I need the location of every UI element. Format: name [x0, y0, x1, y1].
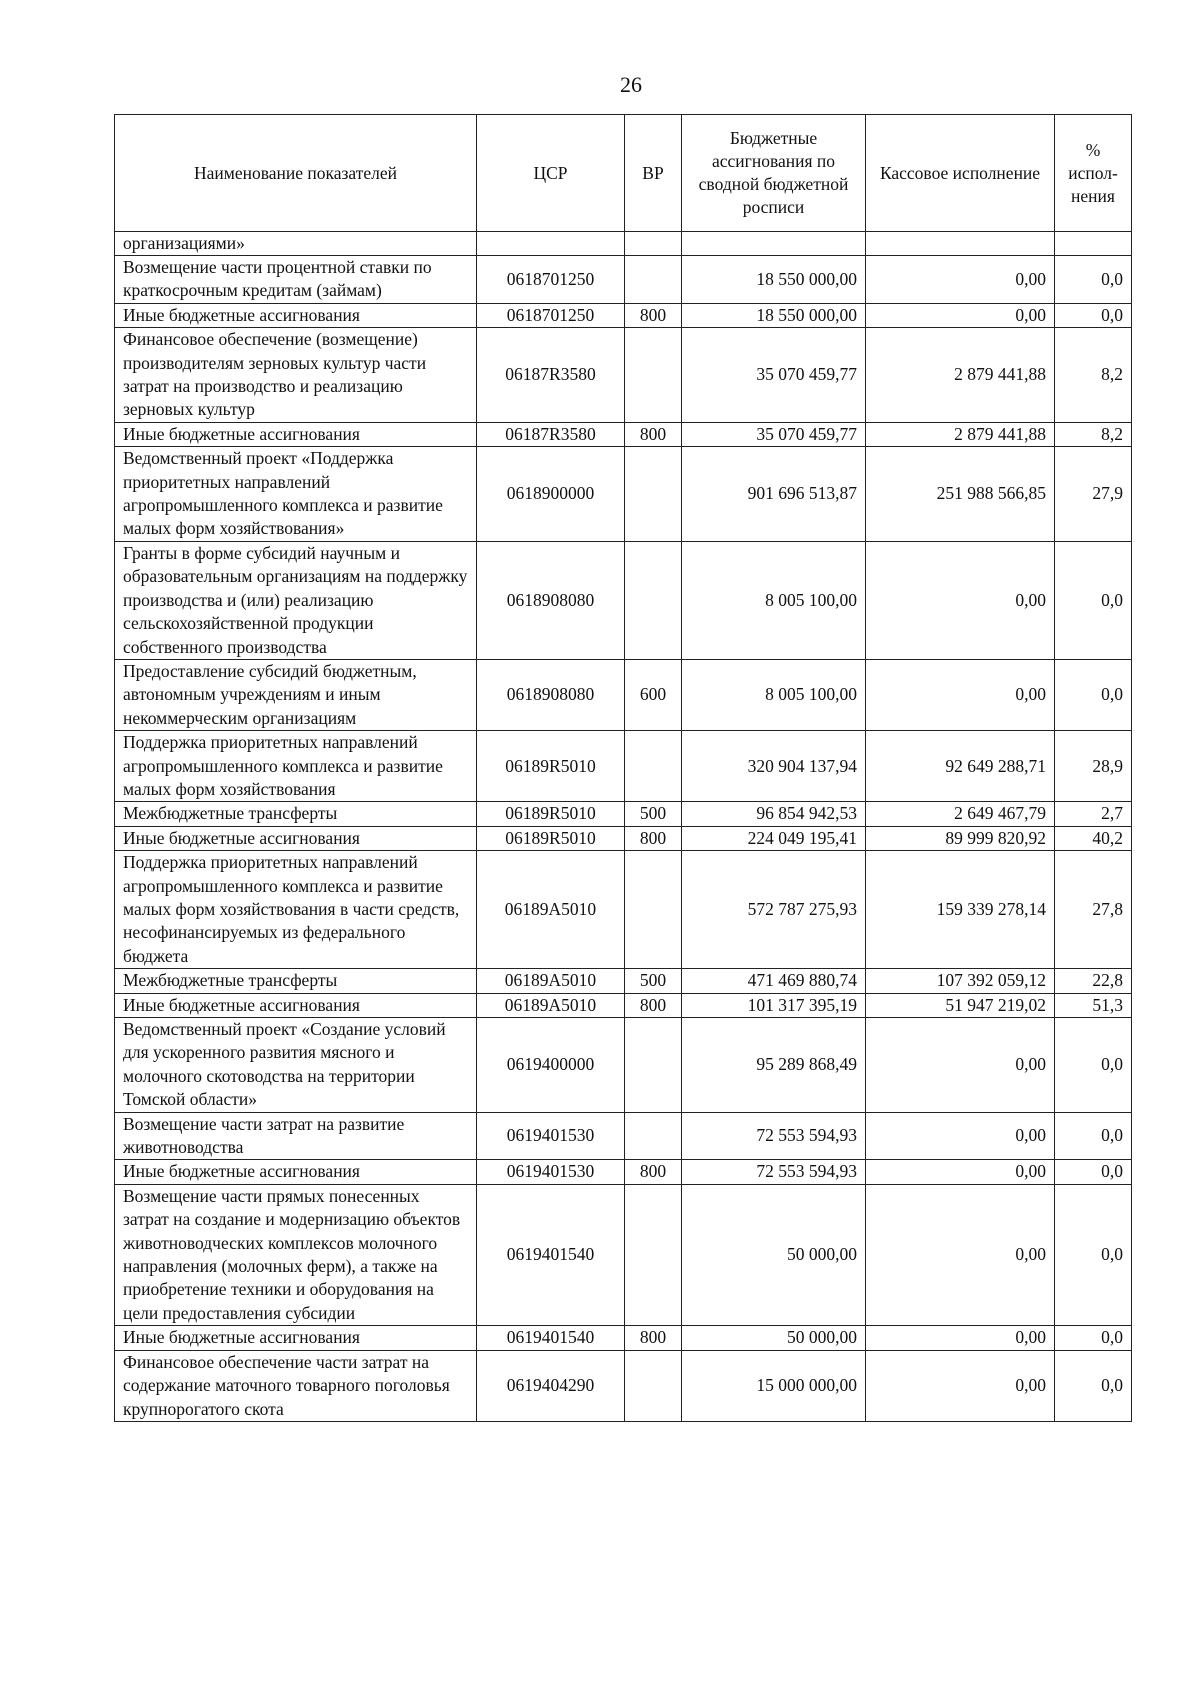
row-assignments: 8 005 100,00 — [682, 541, 866, 659]
row-assignments: 8 005 100,00 — [682, 659, 866, 730]
header-csr: ЦСР — [477, 115, 625, 232]
row-vr — [625, 541, 682, 659]
empty-cell — [682, 232, 866, 256]
budget-table — [114, 114, 1132, 1422]
row-csr: 06187R3580 — [477, 422, 625, 446]
row-csr: 06189A5010 — [477, 969, 625, 993]
table-row — [115, 1350, 1132, 1421]
row-percent: 0,0 — [1055, 1326, 1132, 1350]
header-vr: ВР — [625, 115, 682, 232]
table-row — [115, 1112, 1132, 1160]
row-name: Иные бюджетные ассигнования — [115, 303, 477, 327]
table-row — [115, 731, 1132, 802]
row-assignments: 72 553 594,93 — [682, 1160, 866, 1184]
row-percent: 22,8 — [1055, 969, 1132, 993]
row-assignments: 320 904 137,94 — [682, 731, 866, 802]
row-vr: 600 — [625, 659, 682, 730]
row-percent: 0,0 — [1055, 1018, 1132, 1113]
row-vr: 800 — [625, 1326, 682, 1350]
row-csr: 06189R5010 — [477, 826, 625, 850]
row-percent: 2,7 — [1055, 802, 1132, 826]
header-percent: % испол-нения — [1055, 115, 1132, 232]
row-vr — [625, 328, 682, 423]
continuation-text: организациями» — [115, 232, 477, 256]
header-name: Наименование показателей — [115, 115, 477, 232]
row-execution: 0,00 — [866, 1184, 1055, 1325]
row-assignments: 901 696 513,87 — [682, 447, 866, 542]
empty-cell — [625, 232, 682, 256]
table-row — [115, 802, 1132, 826]
row-assignments: 35 070 459,77 — [682, 328, 866, 423]
row-name: Поддержка приоритетных направлений агропромышленного комплекса и развитие малых форм хозяйствования — [115, 731, 477, 802]
row-vr: 500 — [625, 969, 682, 993]
row-csr: 0618701250 — [477, 256, 625, 304]
row-vr — [625, 1184, 682, 1325]
row-percent: 27,8 — [1055, 851, 1132, 969]
row-execution: 0,00 — [866, 1350, 1055, 1421]
row-percent: 40,2 — [1055, 826, 1132, 850]
row-execution: 0,00 — [866, 541, 1055, 659]
row-name: Возмещение части процентной ставки по краткосрочным кредитам (займам) — [115, 256, 477, 304]
row-csr: 0619404290 — [477, 1350, 625, 1421]
row-execution: 0,00 — [866, 1326, 1055, 1350]
row-execution: 92 649 288,71 — [866, 731, 1055, 802]
row-assignments: 471 469 880,74 — [682, 969, 866, 993]
row-name: Гранты в форме субсидий научным и образовательным организациям на поддержку производства и (или) реализацию сельскохозяйственной продукции собственного производства — [115, 541, 477, 659]
row-vr — [625, 1018, 682, 1113]
row-name: Иные бюджетные ассигнования — [115, 826, 477, 850]
row-assignments: 18 550 000,00 — [682, 256, 866, 304]
row-assignments: 50 000,00 — [682, 1326, 866, 1350]
row-vr — [625, 1112, 682, 1160]
row-csr: 06189A5010 — [477, 851, 625, 969]
row-vr — [625, 1350, 682, 1421]
row-vr — [625, 731, 682, 802]
row-vr: 800 — [625, 303, 682, 327]
row-percent: 8,2 — [1055, 328, 1132, 423]
row-vr — [625, 447, 682, 542]
row-vr — [625, 256, 682, 304]
row-percent: 0,0 — [1055, 1184, 1132, 1325]
continuation-row — [115, 232, 1132, 256]
row-execution: 251 988 566,85 — [866, 447, 1055, 542]
table-row — [115, 303, 1132, 327]
row-name: Ведомственный проект «Создание условий для ускоренного развития мясного и молочного скотоводства на территории Томской области» — [115, 1018, 477, 1113]
row-csr: 0618908080 — [477, 541, 625, 659]
row-csr: 0619401530 — [477, 1160, 625, 1184]
row-assignments: 50 000,00 — [682, 1184, 866, 1325]
row-execution: 0,00 — [866, 256, 1055, 304]
row-vr: 800 — [625, 422, 682, 446]
row-percent: 0,0 — [1055, 303, 1132, 327]
row-assignments: 72 553 594,93 — [682, 1112, 866, 1160]
row-execution: 0,00 — [866, 303, 1055, 327]
row-assignments: 18 550 000,00 — [682, 303, 866, 327]
row-name: Предоставление субсидий бюджетным, автономным учреждениям и иным некоммерческим организациям — [115, 659, 477, 730]
row-csr: 0619400000 — [477, 1018, 625, 1113]
row-execution: 159 339 278,14 — [866, 851, 1055, 969]
row-csr: 0618908080 — [477, 659, 625, 730]
row-percent: 0,0 — [1055, 1160, 1132, 1184]
table-row — [115, 541, 1132, 659]
row-assignments: 101 317 395,19 — [682, 993, 866, 1017]
row-name: Возмещение части прямых понесенных затрат на создание и модернизацию объектов животноводческих комплексов молочного направления (молочных ферм), а также на приобретение техники и оборудования на цели предоставления субсидии — [115, 1184, 477, 1325]
table-row — [115, 1184, 1132, 1325]
row-execution: 51 947 219,02 — [866, 993, 1055, 1017]
row-name: Иные бюджетные ассигнования — [115, 993, 477, 1017]
row-assignments: 15 000 000,00 — [682, 1350, 866, 1421]
table-row — [115, 659, 1132, 730]
row-csr: 0619401540 — [477, 1326, 625, 1350]
table-header-row — [115, 115, 1132, 232]
header-execution: Кассовое исполнение — [866, 115, 1055, 232]
row-name: Межбюджетные трансферты — [115, 802, 477, 826]
row-name: Иные бюджетные ассигнования — [115, 1326, 477, 1350]
row-assignments: 95 289 868,49 — [682, 1018, 866, 1113]
table-row — [115, 422, 1132, 446]
row-name: Иные бюджетные ассигнования — [115, 422, 477, 446]
table-row — [115, 969, 1132, 993]
table-row — [115, 1160, 1132, 1184]
table-row — [115, 328, 1132, 423]
row-csr: 06187R3580 — [477, 328, 625, 423]
row-assignments: 35 070 459,77 — [682, 422, 866, 446]
row-csr: 0619401540 — [477, 1184, 625, 1325]
row-name: Межбюджетные трансферты — [115, 969, 477, 993]
row-execution: 0,00 — [866, 1112, 1055, 1160]
row-percent: 0,0 — [1055, 541, 1132, 659]
row-execution: 2 879 441,88 — [866, 328, 1055, 423]
row-assignments: 96 854 942,53 — [682, 802, 866, 826]
row-csr: 0618701250 — [477, 303, 625, 327]
row-csr: 0618900000 — [477, 447, 625, 542]
row-assignments: 224 049 195,41 — [682, 826, 866, 850]
row-vr: 800 — [625, 993, 682, 1017]
row-percent: 0,0 — [1055, 1112, 1132, 1160]
table-row — [115, 447, 1132, 542]
row-vr: 800 — [625, 826, 682, 850]
row-name: Поддержка приоритетных направлений агропромышленного комплекса и развитие малых форм хозяйствования в части средств, несофинансируемых из федерального бюджета — [115, 851, 477, 969]
empty-cell — [477, 232, 625, 256]
row-percent: 28,9 — [1055, 731, 1132, 802]
page-number: 26 — [620, 72, 642, 97]
row-name: Ведомственный проект «Поддержка приоритетных направлений агропромышленного комплекса и развитие малых форм хозяйствования» — [115, 447, 477, 542]
row-vr — [625, 851, 682, 969]
empty-cell — [1055, 232, 1132, 256]
row-percent: 27,9 — [1055, 447, 1132, 542]
row-percent: 51,3 — [1055, 993, 1132, 1017]
row-csr: 06189A5010 — [477, 993, 625, 1017]
table-row — [115, 993, 1132, 1017]
row-percent: 0,0 — [1055, 659, 1132, 730]
row-csr: 06189R5010 — [477, 802, 625, 826]
table-row — [115, 256, 1132, 304]
table-row — [115, 851, 1132, 969]
row-vr: 500 — [625, 802, 682, 826]
row-execution: 89 999 820,92 — [866, 826, 1055, 850]
table-row — [115, 1018, 1132, 1113]
row-csr: 0619401530 — [477, 1112, 625, 1160]
row-percent: 0,0 — [1055, 256, 1132, 304]
row-execution: 0,00 — [866, 659, 1055, 730]
row-execution: 107 392 059,12 — [866, 969, 1055, 993]
row-execution: 2 879 441,88 — [866, 422, 1055, 446]
table-row — [115, 1326, 1132, 1350]
row-assignments: 572 787 275,93 — [682, 851, 866, 969]
row-percent: 8,2 — [1055, 422, 1132, 446]
row-execution: 0,00 — [866, 1160, 1055, 1184]
row-execution: 2 649 467,79 — [866, 802, 1055, 826]
row-name: Иные бюджетные ассигнования — [115, 1160, 477, 1184]
table-body — [115, 232, 1132, 1422]
row-name: Финансовое обеспечение части затрат на содержание маточного товарного поголовья крупнорогатого скота — [115, 1350, 477, 1421]
table-row — [115, 826, 1132, 850]
row-name: Финансовое обеспечение (возмещение) производителям зерновых культур части затрат на производство и реализацию зерновых культур — [115, 328, 477, 423]
row-execution: 0,00 — [866, 1018, 1055, 1113]
row-percent: 0,0 — [1055, 1350, 1132, 1421]
row-vr: 800 — [625, 1160, 682, 1184]
empty-cell — [866, 232, 1055, 256]
row-name: Возмещение части затрат на развитие животноводства — [115, 1112, 477, 1160]
row-csr: 06189R5010 — [477, 731, 625, 802]
header-assignments: Бюджетные ассигнования по сводной бюджетной росписи — [682, 115, 866, 232]
